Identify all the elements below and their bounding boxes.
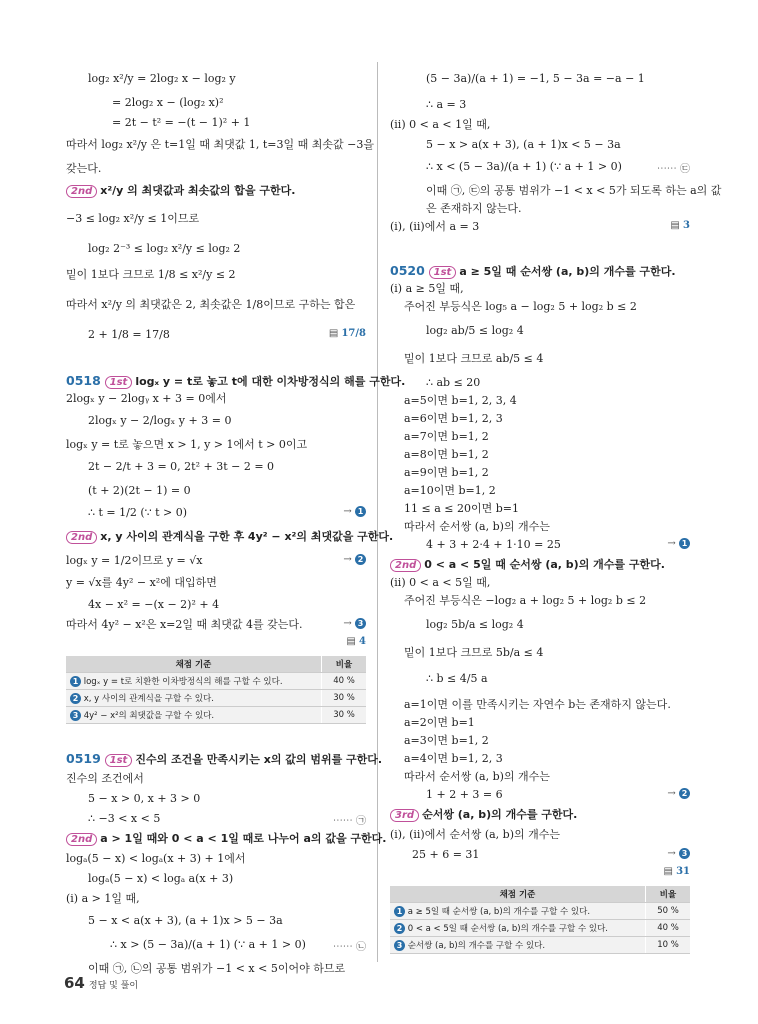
step-mark — [343, 618, 366, 629]
step-heading — [390, 808, 577, 822]
problem-number: 0518 — [66, 373, 101, 388]
rate-cell: 30 % — [322, 690, 367, 707]
step-number-icon: 3 — [355, 618, 366, 629]
step-heading-text: logₓ y = t로 놓고 t에 대한 이차방정식의 해를 구한다. — [135, 375, 406, 388]
text-line: 4x − x² = −(x − 2)² + 4 — [88, 598, 220, 611]
arrow-icon: → — [667, 788, 676, 799]
step-number-icon: 2 — [70, 693, 81, 704]
rate-cell: 10 % — [646, 937, 691, 954]
step-number-icon: 1 — [70, 676, 81, 687]
text-line: a=10이면 b=1, 2 — [404, 484, 496, 497]
problem-heading-0518 — [66, 374, 405, 389]
text-line: 이때 ㉠, ㉢의 공통 범위가 −1 < x < 5가 되도록 하는 a의 값 — [426, 184, 722, 197]
answer-value: 17/8 — [341, 328, 366, 339]
text-line: 2 + 1/8 = 17/8 — [88, 328, 170, 341]
rate-cell: 40 % — [322, 673, 367, 690]
text-line: logₐ(5 − x) < logₐ a(x + 3) — [88, 872, 234, 885]
text-line: (5 − 3a)/(a + 1) = −1, 5 − 3a = −a − 1 — [426, 72, 645, 85]
step-number-icon: 3 — [70, 710, 81, 721]
text-line: log₂ 5b/a ≤ log₂ 4 — [426, 618, 524, 631]
table-header: 비율 — [646, 886, 691, 903]
equation-mark: ⋯⋯ ㉠ — [332, 816, 366, 827]
answer-icon: ▤ — [328, 328, 339, 339]
text-line: 주어진 부등식은 −log₂ a + log₂ 5 + log₂ b ≤ 2 — [404, 594, 647, 607]
arrow-icon: → — [667, 848, 676, 859]
step-badge: 1st — [105, 376, 133, 389]
text-line: 은 존재하지 않는다. — [426, 202, 522, 215]
step-badge: 2nd — [390, 559, 421, 572]
table-row — [390, 920, 690, 937]
text-line: 이때 ㉠, ㉡의 공통 범위가 −1 < x < 5이어야 하므로 — [88, 962, 346, 975]
grading-table-0518 — [66, 656, 366, 724]
text-line: a=6이면 b=1, 2, 3 — [404, 412, 503, 425]
answer-icon: ▤ — [670, 220, 680, 231]
text-line: log₂ x²/y = 2log₂ x − log₂ y — [88, 72, 236, 85]
text-line: 5 − x > 0, x + 3 > 0 — [88, 792, 201, 805]
table-header: 채점 기준 — [66, 656, 322, 673]
answer-mark — [663, 866, 690, 877]
text-line: 5 − x > a(x + 3), (a + 1)x < 5 − 3a — [426, 138, 621, 151]
step-heading-text: 순서쌍 (a, b)의 개수를 구한다. — [422, 808, 578, 821]
text-line: logₐ(5 − x) < logₐ(x + 3) + 1에서 — [66, 852, 246, 865]
answer-icon: ▤ — [663, 866, 673, 877]
text-line: (i), (ii)에서 순서쌍 (a, b)의 개수는 — [390, 828, 561, 841]
text-line: (i), (ii)에서 a = 3 — [390, 220, 480, 233]
step-heading — [66, 832, 386, 846]
text-line: 밑이 1보다 크므로 5b/a ≤ 4 — [404, 646, 544, 659]
text-line: 갖는다. — [66, 162, 102, 175]
text-line: a=9이면 b=1, 2 — [404, 466, 489, 479]
problem-number: 0519 — [66, 751, 101, 766]
text-line: 밑이 1보다 크므로 1/8 ≤ x²/y ≤ 2 — [66, 268, 236, 281]
text-line: a=1이면 이를 만족시키는 자연수 b는 존재하지 않는다. — [404, 698, 671, 711]
equation-mark: ⋯⋯ ㉡ — [332, 942, 366, 953]
step-number-icon: 3 — [679, 848, 690, 859]
table-row — [390, 903, 690, 920]
text-line: 1 + 2 + 3 = 6 — [426, 788, 503, 801]
answer-mark — [670, 220, 690, 231]
text-line: log₂ 2⁻³ ≤ log₂ x²/y ≤ log₂ 2 — [88, 242, 241, 255]
text-line: ∴ x < (5 − 3a)/(a + 1) (∵ a + 1 > 0) — [426, 160, 622, 173]
criterion-text: 4y² − x²의 최댓값을 구할 수 있다. — [83, 711, 215, 721]
arrow-icon: → — [343, 554, 352, 565]
text-line: 따라서 순서쌍 (a, b)의 개수는 — [404, 520, 550, 533]
text-line: a=5이면 b=1, 2, 3, 4 — [404, 394, 517, 407]
table-row — [66, 690, 366, 707]
text-line: = 2t − t² = −(t − 1)² + 1 — [112, 116, 251, 129]
criterion-text: 순서쌍 (a, b)의 개수를 구할 수 있다. — [407, 941, 546, 951]
step-heading — [66, 184, 295, 198]
text-line: (ii) 0 < a < 5일 때, — [390, 576, 491, 589]
page-footer — [64, 973, 138, 992]
step-heading — [390, 558, 665, 572]
rate-cell: 40 % — [646, 920, 691, 937]
text-line: logₓ y = t로 놓으면 x > 1, y > 1에서 t > 0이고 — [66, 438, 308, 451]
step-number-icon: 1 — [355, 506, 366, 517]
text-line: 25 + 6 = 31 — [412, 848, 480, 861]
text-line: a=8이면 b=1, 2 — [404, 448, 489, 461]
text-line: 따라서 log₂ x²/y 은 t=1일 때 최댓값 1, t=3일 때 최솟값 −3을 — [66, 138, 374, 151]
text-line: a=4이면 b=1, 2, 3 — [404, 752, 503, 765]
text-line: 주어진 부등식은 log₅ a − log₂ 5 + log₂ b ≤ 2 — [404, 300, 637, 313]
text-line: 따라서 4y² − x²은 x=2일 때 최댓값 4를 갖는다. — [66, 618, 303, 631]
step-number-icon: 2 — [355, 554, 366, 565]
answer-mark — [346, 636, 366, 647]
answer-value: 3 — [683, 220, 690, 231]
step-mark — [343, 554, 366, 565]
text-line: 2logₓ y − 2/logₓ y + 3 = 0 — [88, 414, 232, 427]
criterion-text: x, y 사이의 관계식을 구할 수 있다. — [83, 694, 214, 704]
step-heading — [66, 530, 393, 544]
table-row — [390, 937, 690, 954]
text-line: ∴ t = 1/2 (∵ t > 0) — [88, 506, 188, 519]
step-badge: 1st — [429, 266, 457, 279]
problem-heading-0519 — [66, 752, 382, 767]
criterion-text: logₓ y = t로 치환한 이차방정식의 해를 구할 수 있다. — [83, 677, 283, 687]
footer-label: 정답 및 풀이 — [88, 981, 139, 991]
step-heading-text: 진수의 조건을 만족시키는 x의 값의 범위를 구한다. — [135, 753, 383, 766]
step-mark — [667, 538, 690, 549]
text-line: (i) a > 1일 때, — [66, 892, 140, 905]
step-mark — [343, 506, 366, 517]
text-line: ∴ b ≤ 4/5 a — [426, 672, 488, 685]
column-divider — [377, 62, 378, 962]
text-line: a=2이면 b=1 — [404, 716, 475, 729]
step-number-icon: 2 — [394, 923, 405, 934]
step-badge: 3rd — [390, 809, 419, 822]
step-number-icon: 3 — [394, 940, 405, 951]
rate-cell: 30 % — [322, 707, 367, 724]
text-line: = 2log₂ x − (log₂ x)² — [112, 96, 224, 109]
answer-mark — [329, 328, 366, 339]
equation-mark: ⋯⋯ ㉢ — [656, 164, 690, 175]
step-heading-text: x²/y 의 최댓값과 최솟값의 합을 구한다. — [100, 184, 296, 197]
answer-value: 31 — [676, 866, 690, 877]
criterion-text: a ≥ 5일 때 순서쌍 (a, b)의 개수를 구할 수 있다. — [407, 907, 591, 917]
text-line: 밑이 1보다 크므로 ab/5 ≤ 4 — [404, 352, 544, 365]
text-line: ∴ a = 3 — [426, 98, 467, 111]
page-number: 64 — [64, 974, 85, 992]
rate-cell: 50 % — [646, 903, 691, 920]
grading-table-0520 — [390, 886, 690, 954]
answer-icon: ▤ — [346, 636, 356, 647]
arrow-icon: → — [343, 506, 352, 517]
text-line: ∴ ab ≤ 20 — [426, 376, 481, 389]
text-line: y = √x를 4y² − x²에 대입하면 — [66, 576, 217, 589]
text-line: 따라서 x²/y 의 최댓값은 2, 최솟값은 1/8이므로 구하는 합은 — [66, 298, 356, 311]
step-number-icon: 1 — [394, 906, 405, 917]
text-line: 5 − x < a(x + 3), (a + 1)x > 5 − 3a — [88, 914, 283, 927]
text-line: a=3이면 b=1, 2 — [404, 734, 489, 747]
criterion-text: 0 < a < 5일 때 순서쌍 (a, b)의 개수를 구할 수 있다. — [407, 924, 608, 934]
step-mark — [667, 848, 690, 859]
step-heading-text: x, y 사이의 관계식을 구한 후 4y² − x²의 최댓값을 구한다. — [100, 530, 394, 543]
text-line: ∴ x > (5 − 3a)/(a + 1) (∵ a + 1 > 0) — [110, 938, 306, 951]
arrow-icon: → — [667, 538, 676, 549]
text-line: logₓ y = 1/2이므로 y = √x — [66, 554, 203, 567]
text-line: (i) a ≥ 5일 때, — [390, 282, 464, 295]
arrow-icon: → — [343, 618, 352, 629]
step-number-icon: 2 — [679, 788, 690, 799]
step-badge: 2nd — [66, 531, 97, 544]
text-line: 따라서 순서쌍 (a, b)의 개수는 — [404, 770, 550, 783]
text-line: a=7이면 b=1, 2 — [404, 430, 489, 443]
text-line: ∴ −3 < x < 5 — [88, 812, 161, 825]
step-heading-text: a > 1일 때와 0 < a < 1일 때로 나누어 a의 값을 구한다. — [100, 832, 387, 845]
step-heading-text: a ≥ 5일 때 순서쌍 (a, b)의 개수를 구한다. — [459, 265, 676, 278]
table-header: 비율 — [322, 656, 367, 673]
text-line: 진수의 조건에서 — [66, 772, 144, 785]
table-row — [66, 673, 366, 690]
text-line: −3 ≤ log₂ x²/y ≤ 1이므로 — [66, 212, 200, 225]
step-heading-text: 0 < a < 5일 때 순서쌍 (a, b)의 개수를 구한다. — [424, 558, 665, 571]
text-line: 4 + 3 + 2·4 + 1·10 = 25 — [426, 538, 561, 551]
table-header: 채점 기준 — [390, 886, 646, 903]
text-line: log₂ ab/5 ≤ log₂ 4 — [426, 324, 524, 337]
problem-heading-0520 — [390, 264, 676, 279]
answer-value: 4 — [359, 636, 366, 647]
text-line: (t + 2)(2t − 1) = 0 — [88, 484, 191, 497]
step-number-icon: 1 — [679, 538, 690, 549]
text-line: 2logₓ y − 2logᵧ x + 3 = 0에서 — [66, 392, 227, 405]
problem-number: 0520 — [390, 263, 425, 278]
text-line: (ii) 0 < a < 1일 때, — [390, 118, 491, 131]
text-line: 11 ≤ a ≤ 20이면 b=1 — [404, 502, 519, 515]
step-badge: 2nd — [66, 833, 97, 846]
table-row — [66, 707, 366, 724]
text-line: 2t − 2/t + 3 = 0, 2t² + 3t − 2 = 0 — [88, 460, 275, 473]
step-badge: 2nd — [66, 185, 97, 198]
step-mark — [667, 788, 690, 799]
step-badge: 1st — [105, 754, 133, 767]
